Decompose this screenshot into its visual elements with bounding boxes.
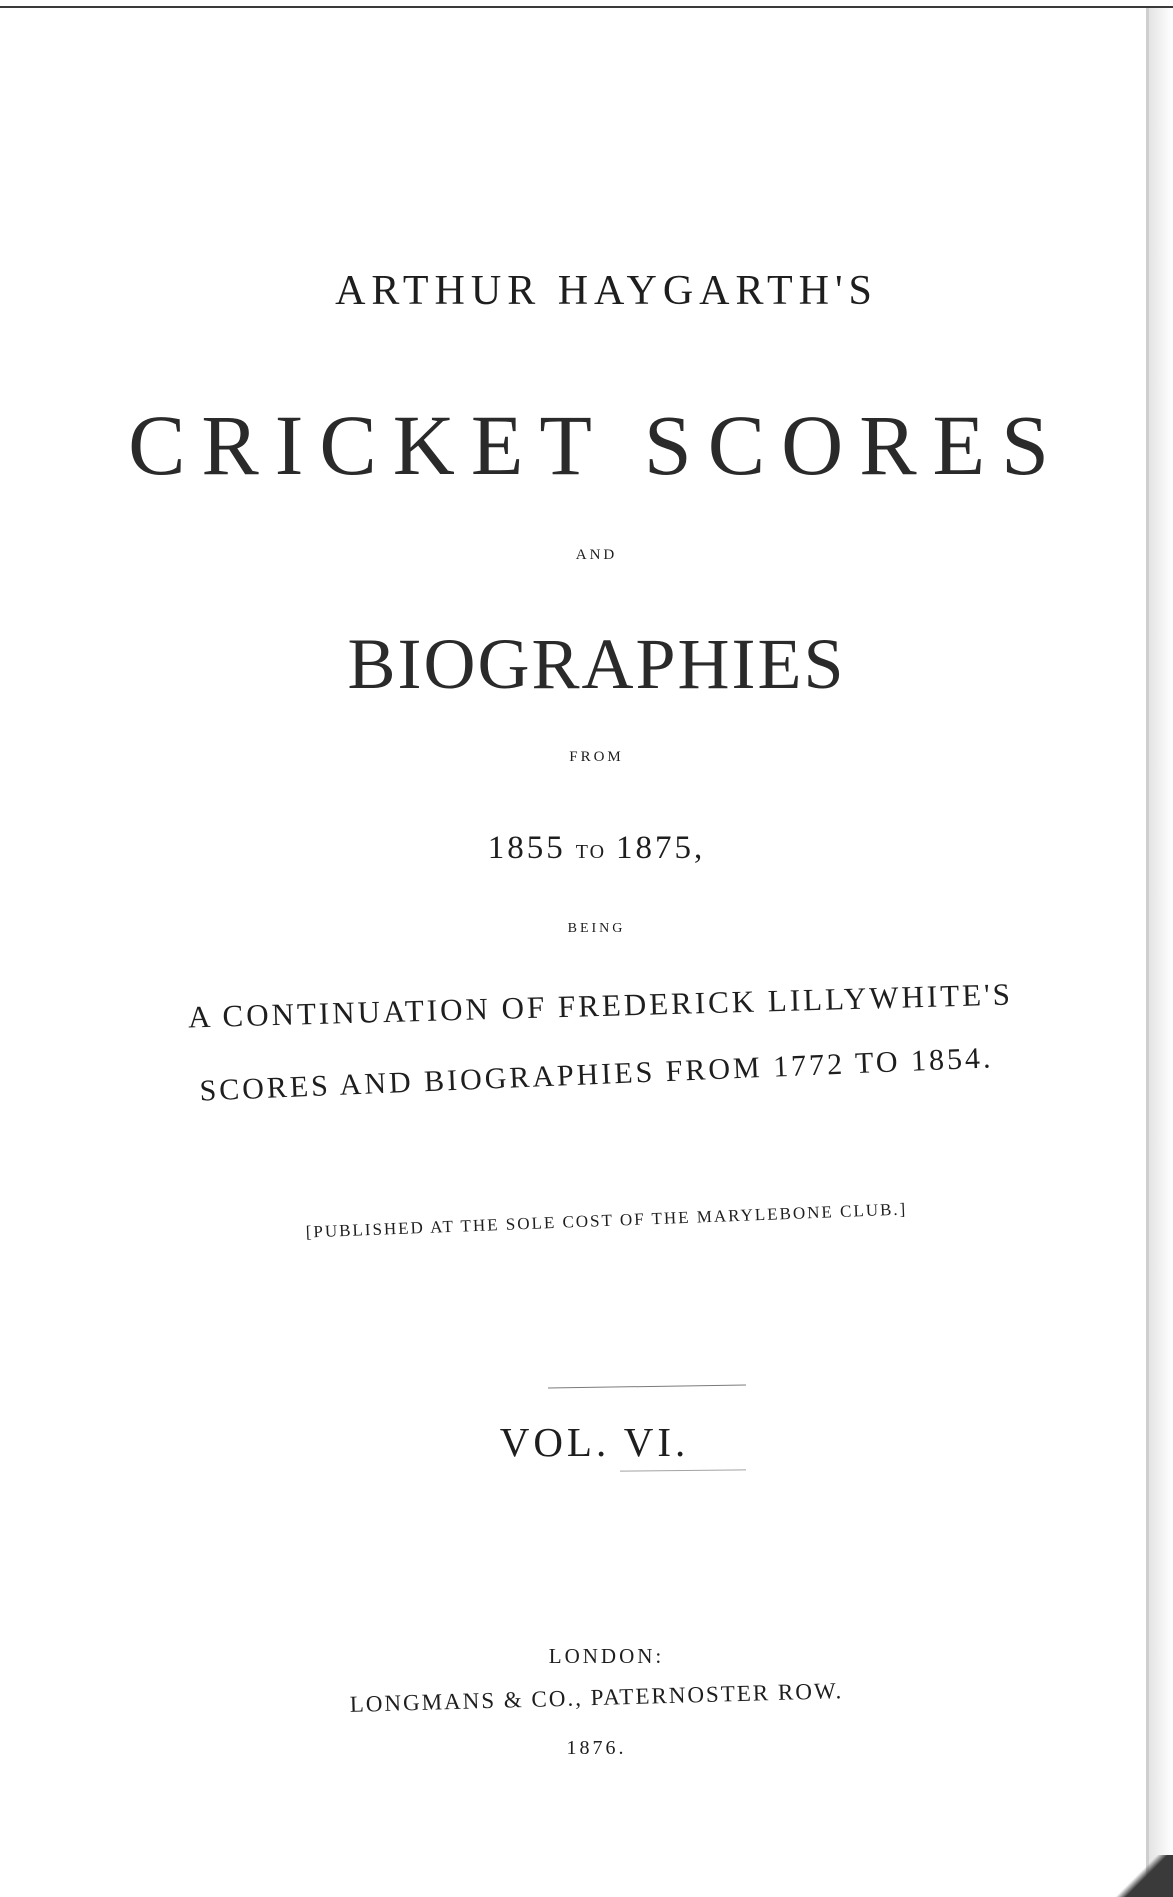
imprint-city: LONDON: — [548, 1644, 665, 1668]
page-top-rule — [0, 6, 1173, 8]
imprint-publisher: LONGMANS & CO., PATERNOSTER ROW. — [349, 1678, 844, 1717]
year-end: 1875, — [616, 830, 706, 866]
volume-number: VOL. VI. — [499, 1419, 690, 1465]
continuation-line-2: SCORES AND BIOGRAPHIES FROM 1772 TO 1854. — [198, 1041, 995, 1108]
continuation-line-1: A CONTINUATION OF FREDERICK LILLYWHITE'S — [187, 976, 1014, 1035]
published-note: [PUBLISHED AT THE SOLE COST OF THE MARYLEBONE CLUB.] — [305, 1199, 908, 1242]
subtitle-biographies: BIOGRAPHIES — [347, 624, 846, 704]
main-title: CRICKET SCORES — [128, 397, 1065, 493]
volume-rule-bottom — [620, 1469, 746, 1471]
volume-rule-top — [548, 1384, 746, 1388]
year-range — [10, 832, 1173, 865]
word-being: BEING — [567, 921, 626, 936]
word-to: TO — [575, 841, 607, 863]
conjunction-and: AND — [575, 547, 618, 563]
year-start: 1855 — [487, 830, 566, 866]
word-from: FROM — [569, 749, 624, 765]
author-line: ARTHUR HAYGARTH'S — [335, 268, 878, 314]
imprint-year: 1876. — [566, 1737, 627, 1759]
page-corner-shadow — [1110, 1855, 1173, 1897]
